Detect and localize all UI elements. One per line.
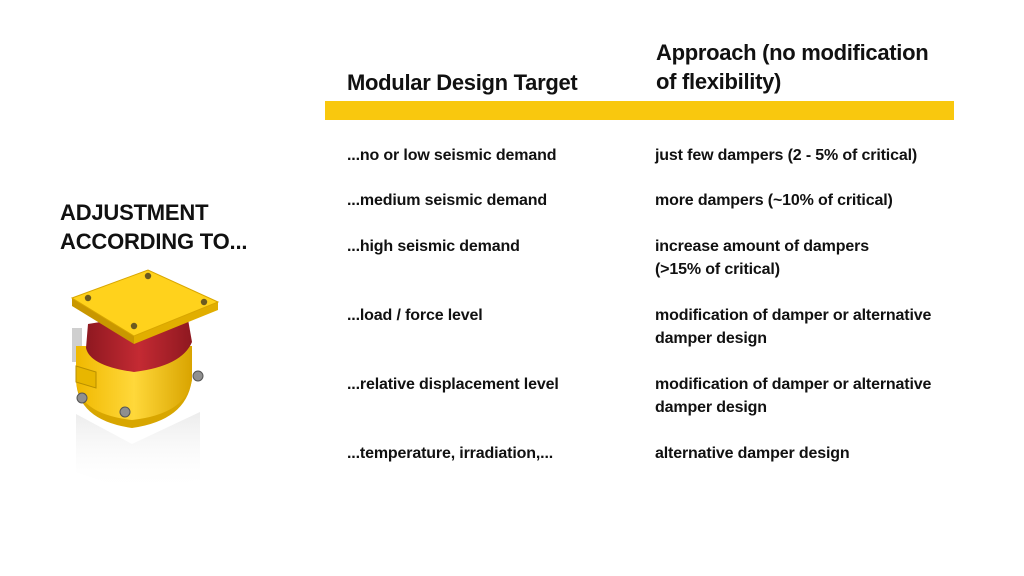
row-approach-line: modification of damper or alternative	[655, 376, 932, 393]
row-target: ...relative displacement level	[347, 376, 559, 393]
row-target: ...medium seismic demand	[347, 192, 548, 209]
header-approach-line-1: Approach (no modification	[656, 40, 929, 65]
row-approach	[655, 144, 917, 167]
row-approach-line: modification of damper or alternative	[655, 307, 932, 324]
row-target: ...temperature, irradiation,...	[347, 445, 554, 462]
side-title-line-2: ACCORDING TO...	[60, 229, 248, 254]
row-approach	[655, 235, 869, 281]
row-target: ...no or low seismic demand	[347, 147, 557, 164]
side-title-line-1: ADJUSTMENT	[60, 200, 209, 225]
row-approach-line: damper design	[655, 399, 767, 416]
row-approach	[655, 189, 893, 212]
row-approach	[655, 373, 931, 419]
row-target: ...high seismic demand	[347, 238, 520, 255]
damper-unit-icon	[62, 262, 230, 492]
header-modular-design-target: Modular Design Target	[347, 70, 578, 95]
row-approach-line: damper design	[655, 330, 767, 347]
accent-divider	[325, 101, 954, 120]
row-approach-line: just few dampers (2 - 5% of critical)	[655, 147, 918, 164]
row-approach-line: (>15% of critical)	[655, 261, 780, 278]
row-approach-line: increase amount of dampers	[655, 238, 869, 255]
side-title	[60, 198, 247, 256]
row-approach	[655, 304, 931, 350]
row-target: ...load / force level	[347, 307, 483, 324]
row-approach	[655, 442, 850, 465]
header-approach-line-2: of flexibility)	[656, 69, 782, 94]
row-approach-line: more dampers (~10% of critical)	[655, 192, 893, 209]
header-approach	[656, 38, 928, 96]
row-approach-line: alternative damper design	[655, 445, 850, 462]
